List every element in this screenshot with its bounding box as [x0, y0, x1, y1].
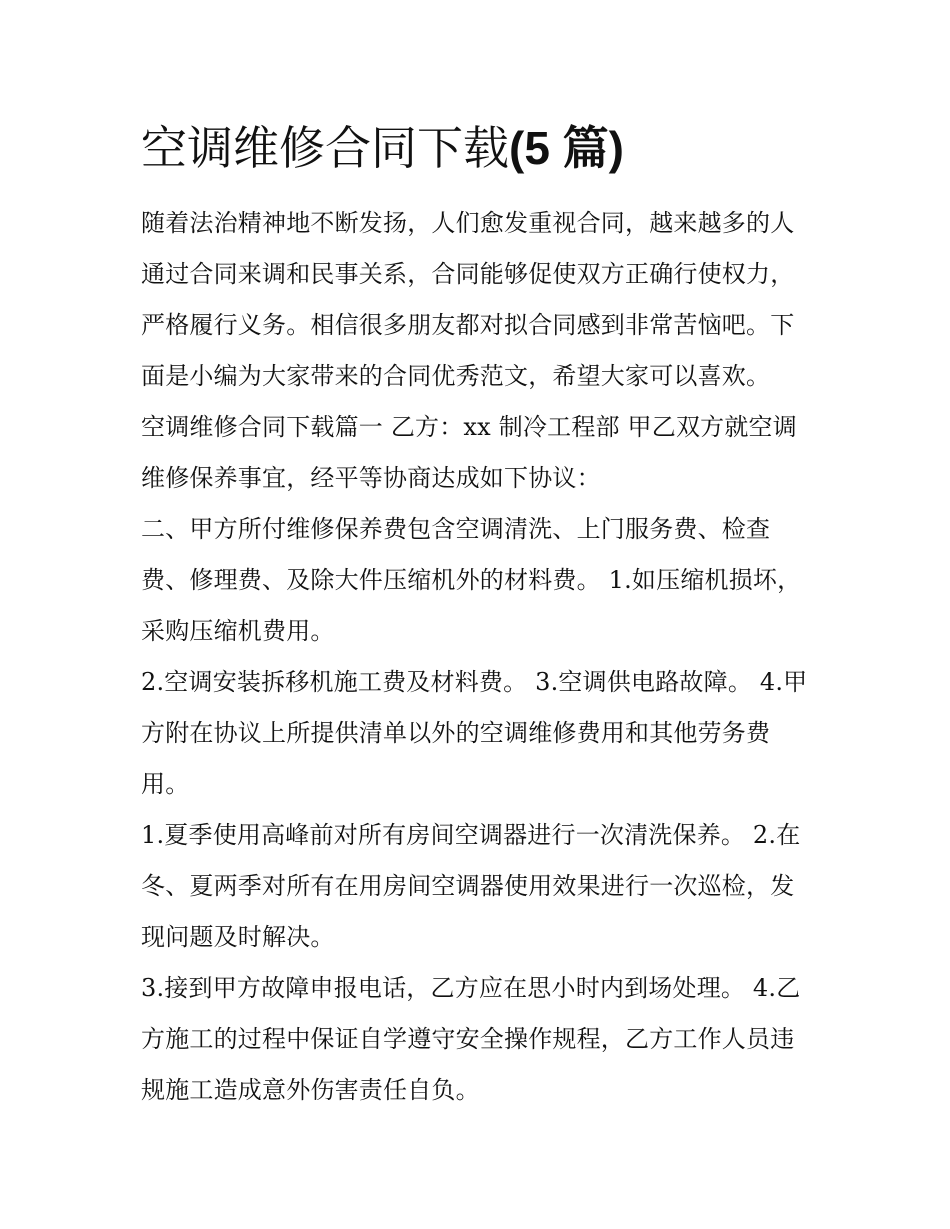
service-response-paragraph: 3.接到甲方故障申报电话，乙方应在思小时内到场处理。 4.乙方施工的过程中保证自学遵守安全操作规程，乙方工作人员违规施工造成意外伤害责任自负。: [141, 974, 801, 1104]
document-page: [141, 112, 816, 1116]
intro-paragraph: 随着法治精神地不断发扬，人们愈发重视合同，越来越多的人通过合同来调和民事关系，合同能够促使双方正确行使权力，严格履行义务。相信很多朋友都对拟合同感到非常苦恼吧。下面是小编为大家带来的合同优秀范文，希望大家可以喜欢。: [141, 209, 795, 390]
document-title-text: 空调维修合同下载: [141, 121, 509, 175]
document-title: [141, 112, 816, 184]
fee-exclusion-paragraph: 2.空调安装拆移机施工费及材料费。 3.空调供电路故障。 4.甲方附在协议上所提供清单以外的空调维修费用和其他劳务费用。: [141, 668, 808, 798]
fee-scope-paragraph: 二、甲方所付维修保养费包含空调清洗、上门服务费、检查费、修理费、及除大件压缩机外的材料费。 1.如压缩机损坏，采购压缩机费用。: [141, 515, 802, 645]
document-title-count: (5 篇): [509, 122, 624, 174]
contract-heading-paragraph: 空调维修合同下载篇一 乙方：xx 制冷工程部 甲乙双方就空调维修保养事宜，经平等协商达成如下协议：: [141, 413, 797, 492]
document-body: [141, 198, 816, 1116]
maintenance-paragraph: 1.夏季使用高峰前对所有房间空调器进行一次清洗保养。 2.在冬、夏两季对所有在用房间空调器使用效果进行一次巡检，发现问题及时解决。: [141, 821, 801, 951]
